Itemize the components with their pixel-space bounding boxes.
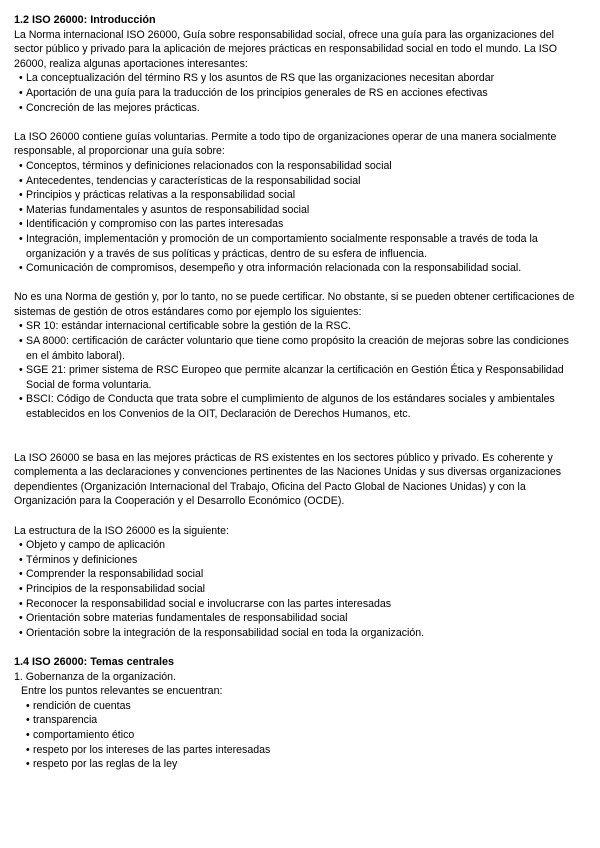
certification-intro-paragraph: No es una Norma de gestión y, por lo tanto, no se puede certificar. No obstante, si se pueden obtener certificaciones de sistemas de gestión de otros estándares como por ejemplo los siguientes: (14, 291, 575, 318)
relevant-points-list (14, 699, 582, 772)
list-item: • Principios y prácticas relativas a la responsabilidad social (14, 188, 582, 203)
list-item: • SGE 21: primer sistema de RSC Europeo que permite alcanzar la certificación en Gestión Ética y Responsabilidad Social de forma voluntaria. (14, 363, 582, 392)
section-heading-introduccion: 1.2 ISO 26000: Introducción (14, 14, 156, 26)
topic-gobernanza: 1. Gobernanza de la organización. (14, 670, 176, 683)
list-item: • transparencia (14, 713, 582, 728)
list-item: • Integración, implementación y promoción de un comportamiento socialmente responsable a través de toda la organización y a través de sus políticas y prácticas, dentro de su esfera de influencia. (14, 232, 582, 261)
list-item: • comportamiento ético (14, 728, 582, 743)
guide-list (14, 159, 582, 276)
list-item: • Identificación y compromiso con las partes interesadas (14, 217, 582, 232)
list-item: • Materias fundamentales y asuntos de responsabilidad social (14, 203, 582, 218)
list-item: • Reconocer la responsabilidad social e involucrarse con las partes interesadas (14, 597, 582, 612)
list-item: • Antecedentes, tendencias y características de la responsabilidad social (14, 174, 582, 189)
list-item: • Principios de la responsabilidad social (14, 582, 582, 597)
list-item: • SR 10: estándar internacional certificable sobre la gestión de la RSC. (14, 319, 582, 334)
basis-paragraph: La ISO 26000 se basa en las mejores prácticas de RS existentes en los sectores público y privado. Es coherente y complementa a las declaraciones y convenciones pertinentes de las Naciones Unidas y sus diversas organizaciones dependientes (Organización Internacional del Trabajo, Oficina del Pacto Global de Naciones Unidas) y con la Organización para la Cooperación y el Desarrollo Económico (OCDE). (14, 451, 562, 508)
list-item: • Orientación sobre materias fundamentales de responsabilidad social (14, 611, 582, 626)
section-heading-temas-centrales: 1.4 ISO 26000: Temas centrales (14, 655, 175, 668)
structure-intro-paragraph: La estructura de la ISO 26000 es la siguiente: (14, 524, 229, 537)
list-item: • respeto por las reglas de la ley (14, 757, 582, 772)
list-item: • Términos y definiciones (14, 553, 582, 568)
contributions-list (14, 71, 582, 115)
topic-intro: Entre los puntos relevantes se encuentran: (21, 685, 223, 698)
list-item: • Conceptos, términos y definiciones relacionados con la responsabilidad social (14, 159, 582, 174)
list-item: • respeto por los intereses de las partes interesadas (14, 743, 582, 758)
intro-paragraph: La Norma internacional ISO 26000, Guía sobre responsabilidad social, ofrece una guía para las organizaciones del sector público y privado para la aplicación de mejores prácticas en responsabilidad social en todo el mundo. La ISO 26000, realiza algunas aportaciones interesantes: (14, 28, 557, 70)
list-item: • SA 8000: certificación de carácter voluntario que tiene como propósito la creación de mejoras sobre las condiciones en el ámbito laboral). (14, 334, 582, 363)
structure-list (14, 538, 582, 640)
list-item: • rendición de cuentas (14, 699, 582, 714)
list-item: • Comprender la responsabilidad social (14, 567, 582, 582)
guide-intro-paragraph: La ISO 26000 contiene guías voluntarias. Permite a todo tipo de organizaciones operar de una manera socialmente responsable, al proporcionar una guía sobre: (14, 130, 557, 158)
list-item: • Comunicación de compromisos, desempeño y otra información relacionada con la responsabilidad social. (14, 261, 582, 276)
list-item: • Aportación de una guía para la traducción de los principios generales de RS en acciones efectivas (14, 86, 582, 101)
list-item: • La conceptualización del término RS y los asuntos de RS que las organizaciones necesitan abordar (14, 71, 582, 86)
list-item: • Concreción de las mejores prácticas. (14, 101, 582, 116)
certification-list (14, 319, 582, 421)
list-item: • Orientación sobre la integración de la responsabilidad social en toda la organización. (14, 626, 582, 641)
list-item: • Objeto y campo de aplicación (14, 538, 582, 553)
list-item: • BSCI: Código de Conducta que trata sobre el cumplimiento de algunos de los estándares sociales y ambientales establecidos en los Convenios de la OIT, Declaración de Derechos Humanos, etc. (14, 392, 582, 421)
